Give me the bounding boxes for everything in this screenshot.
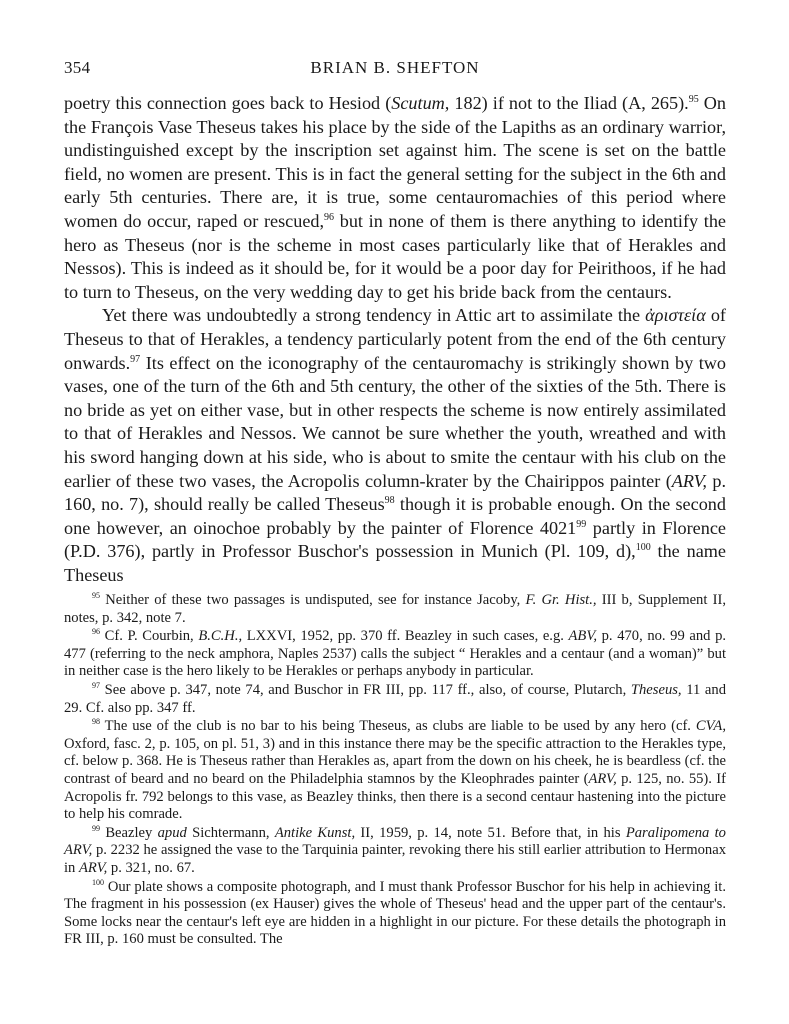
- text-run: 182) if not to the Iliad (A, 265).: [449, 93, 689, 113]
- text-run: poetry this connection goes back to Hesiod (: [64, 93, 392, 113]
- footnote-number: 99: [92, 823, 101, 833]
- footnote-96: [64, 628, 726, 681]
- footnote-ref-99[interactable]: 99: [576, 518, 587, 530]
- text-run: On the François Vase Theseus takes his place by the side of the Lapiths as an ordinary warrior, undistinguished except by the inscription set against him. The scene is set on the battle field, no women are present. This is in fact the general setting for the subject in the 6th and early 5th centuries. There are, it is true, some centauromachies of this period where women do occur, raped or rescued,: [64, 93, 726, 231]
- italic-run: ARV,: [588, 770, 617, 787]
- page-number: 354: [64, 58, 91, 77]
- footnote-number: 97: [92, 681, 101, 691]
- footnote-ref-100[interactable]: 100: [635, 542, 651, 554]
- text-run: See above p. 347, note 74, and Buschor in FR III, pp. 117 ff., also, of course, Plutarch,: [100, 681, 631, 698]
- text-run: Oxford, fasc. 2, p. 105, on pl. 51, 3) and in this instance there may be the specific attraction to the Herakles type, cf. below p. 368. He is Theseus rather than Herakles as, apart from the down on his cheek, he is beardless (cf. the contrast of beard and no beard on the Philadelphia stamnos by the Kleophrades painter (: [64, 735, 726, 787]
- text-run: p. 321, no. 67.: [107, 859, 195, 876]
- text-run: though it is probable enough. On the second one however, an oinochoe probably by the painter of Florence 4021: [64, 494, 726, 538]
- footnote-number: 96: [92, 627, 101, 637]
- footnote-number: 95: [92, 591, 101, 601]
- text-run: II, 1959, p. 14, note 51. Before that, in his: [355, 824, 626, 841]
- italic-run: ARV,: [79, 859, 108, 876]
- italic-run: F. Gr. Hist.,: [525, 592, 597, 608]
- text-run: but in none of them is there anything to identify the hero as Theseus (nor is the scheme in most cases particularly like that of Herakles and Nessos). This is indeed as it should be, for it would be a poor day for Peirithoos, if he had to turn to Theseus, on the very wedding day to get his bride back from the centaurs.: [64, 210, 727, 302]
- italic-run: B.C.H.,: [198, 628, 243, 645]
- text-run: Beazley: [100, 824, 158, 841]
- italic-run: apud: [157, 824, 187, 841]
- text-run: Neither of these two passages is undisputed, see for instance Jacoby,: [100, 592, 526, 608]
- text-run: LXXVI, 1952, pp. 370 ff. Beazley in such cases, e.g.: [242, 628, 569, 645]
- text-run: III b, Supplement II, notes, p. 342, note 7.: [64, 592, 726, 626]
- footnote-99: [64, 825, 726, 878]
- main-text: [64, 92, 726, 587]
- text-run: partly in Florence (P.D. 376), partly in Professor Buschor's possession in Munich (Pl. 109, d),: [64, 517, 726, 562]
- paragraph-1: [64, 92, 726, 304]
- text-run: Our plate shows a composite photograph, and I must thank Professor Buschor for his help in achieving it. The fragment in his possession (ex Hauser) gives the whole of Theseus' head and the upper part of the centaur's. Some locks near the centaur's left eye are hidden in a highlight in our picture. For these details the photograph in FR III, p. 160 must be consulted. The: [64, 878, 726, 948]
- text-run: p. 2232 he assigned the vase to the Tarquinia painter, revoking there his still earlier attribution to Hermonax in: [64, 842, 726, 876]
- footnote-98: [64, 718, 726, 824]
- text-run: p. 125, no. 55). If Acropolis fr. 792 belongs to this vase, as Beazley thinks, then there is a second centaur hastening into the picture to help his comrade.: [64, 770, 727, 823]
- footnote-ref-98[interactable]: 98: [384, 495, 395, 507]
- footnote-ref-97[interactable]: 97: [130, 353, 141, 365]
- italic-run: Scutum,: [391, 93, 450, 113]
- text-run: 11 and 29. Cf. also pp. 347 ff.: [64, 681, 726, 716]
- greek-term: ἀριστεία: [645, 305, 706, 326]
- text-run: the name Theseus: [64, 541, 726, 585]
- text-run: The use of the club is no bar to his being Theseus, as clubs are liable to be used by any hero (cf.: [100, 718, 696, 735]
- italic-run: Paralipomena to ARV,: [64, 824, 726, 859]
- text-run: Its effect on the iconography of the centauromachy is strikingly shown by two vases, one of the turn of the 6th and 5th century, the other of the sixties of the 5th. There is no bride as yet on either vase, but in other respects the scheme is now entirely assimilated to that of Herakles and Nessos. We cannot be sure whether the youth, wreathed and with his sword hanging down at his side, who is about to smite the centaur with his club on the earlier of these two vases, the Acropolis column-krater by the Chairippos painter (: [64, 352, 726, 491]
- running-header: [64, 58, 726, 82]
- footnote-97: [64, 682, 726, 717]
- paragraph-2: [64, 304, 726, 587]
- footnote-95: [64, 592, 726, 627]
- footnotes: [64, 592, 726, 950]
- footnote-100: [64, 879, 726, 949]
- text-run: Yet there was undoubtedly a strong tendency in Attic art to assimilate the: [102, 305, 646, 326]
- text-run: of Theseus to that of Herakles, a tendency particularly potent from the end of the 6th century onwards.: [64, 305, 726, 373]
- footnote-ref-95[interactable]: 95: [688, 93, 699, 105]
- footnote-ref-96[interactable]: 96: [324, 211, 335, 223]
- italic-run: Antike Kunst,: [274, 824, 356, 841]
- footnote-number: 100: [92, 877, 105, 887]
- italic-run: Theseus,: [630, 681, 682, 698]
- italic-run: CVA,: [695, 718, 726, 735]
- text-run: Sichtermann,: [186, 824, 275, 841]
- italic-run: ABV,: [568, 628, 598, 645]
- text-run: Cf. P. Courbin,: [100, 628, 199, 645]
- italic-run: ARV,: [671, 470, 707, 491]
- running-head-author: BRIAN B. SHEFTON: [310, 58, 480, 77]
- footnote-number: 98: [92, 717, 101, 727]
- text-run: p. 160, no. 7), should really be called Theseus: [64, 470, 726, 515]
- text-run: p. 470, no. 99 and p. 477 (referring to the neck amphora, Naples 2537) calls the subject “ Herakles and a centaur (and a woman)” but in neither case is the hero likely to be Herakles or perhaps anybody in particular.: [64, 628, 727, 680]
